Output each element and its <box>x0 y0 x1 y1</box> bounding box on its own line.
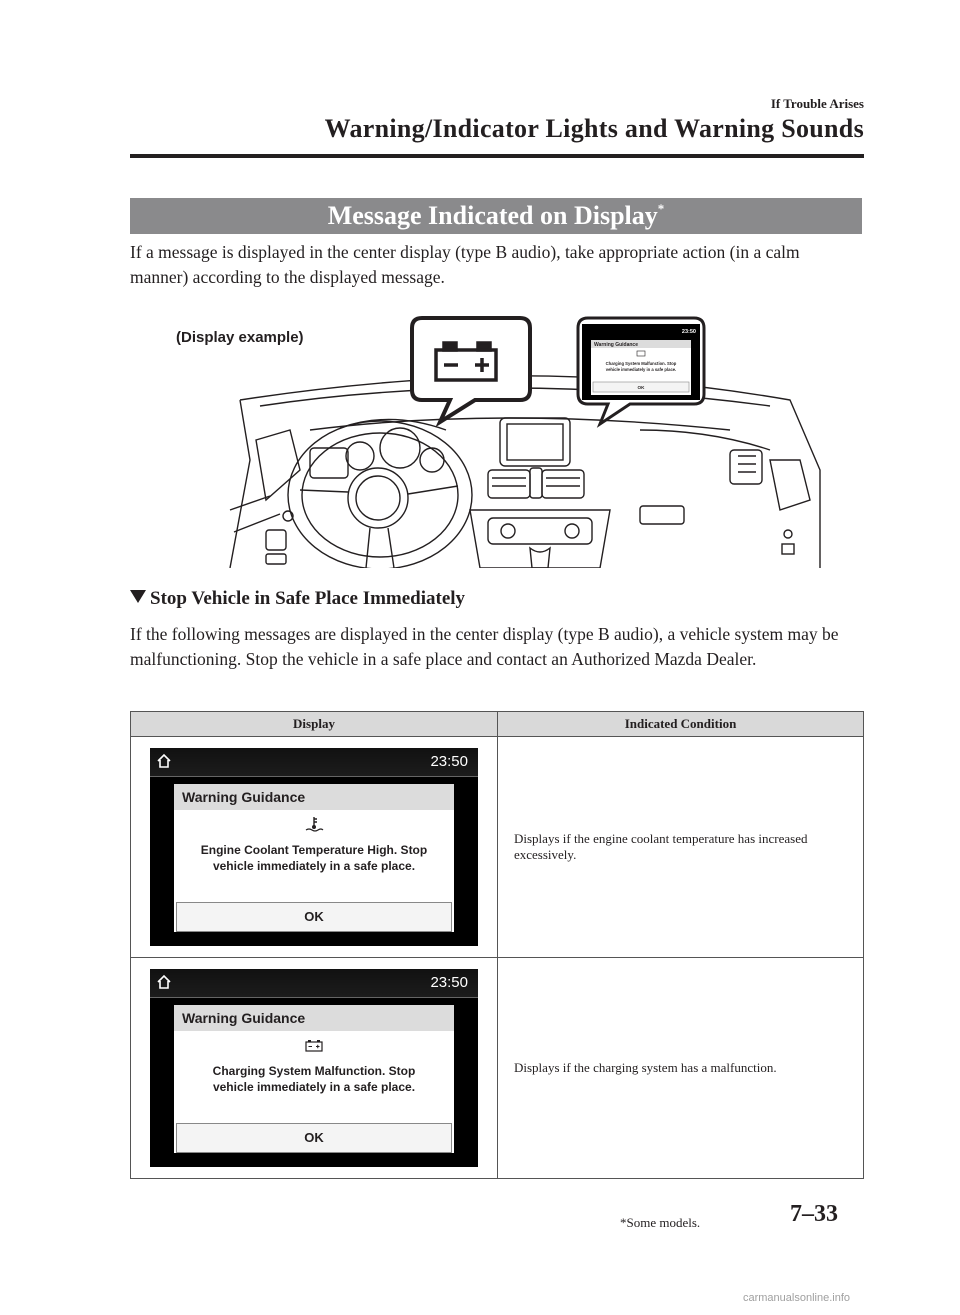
screen-callout <box>578 318 704 424</box>
some-models-marker: * <box>657 201 665 216</box>
subsection-paragraph: If the following messages are displayed in the center display (type B audio), a vehicle system may be malfunctioning. Stop the vehicle in a safe place and contact an Authorized Mazda Dealer. <box>130 624 839 669</box>
warning-dialog <box>174 1005 454 1153</box>
warning-dialog <box>174 784 454 932</box>
dialog-message-line1: Engine Coolant Temperature High. Stop <box>200 843 428 857</box>
section-label: If Trouble Arises <box>770 96 864 111</box>
mini-ok: OK <box>637 385 645 390</box>
condition-cell: Displays if the charging system has a malfunction. <box>498 958 864 1179</box>
coolant-temperature-icon <box>304 816 324 832</box>
home-icon <box>156 974 172 990</box>
condition-cell: Displays if the engine coolant temperature has increased excessively. <box>498 737 864 958</box>
dialog-message-line2: vehicle immediately in a safe place. <box>212 859 416 873</box>
display-cell <box>131 958 498 1179</box>
warning-screen-coolant <box>150 748 478 946</box>
ok-button[interactable]: OK <box>176 1123 452 1153</box>
battery-callout <box>412 318 530 422</box>
page-number: 7–33 <box>790 1201 838 1227</box>
subsection-heading-text: Stop Vehicle in Safe Place Immediately <box>150 588 466 609</box>
ok-button[interactable]: OK <box>176 902 452 932</box>
battery-icon <box>304 1037 324 1053</box>
screen-clock: 23:50 <box>430 974 468 991</box>
dialog-message <box>180 842 448 874</box>
section-banner <box>130 198 862 234</box>
mini-message-line1: Charging System Malfunction. Stop <box>605 361 677 366</box>
mini-clock: 23:50 <box>681 329 696 335</box>
home-icon <box>156 753 172 769</box>
column-header-display: Display <box>131 712 498 737</box>
screen-status-bar <box>150 748 478 777</box>
mini-message-line2: vehicle immediately in a safe place. <box>605 367 677 372</box>
display-cell <box>131 737 498 958</box>
warning-screen-charging <box>150 969 478 1167</box>
screen-status-bar <box>150 969 478 998</box>
intro-paragraph: If a message is displayed in the center display (type B audio), take appropriate action (in a calm manner) according to the displayed message. <box>130 242 800 287</box>
table-row <box>131 958 864 1179</box>
banner-title: Message Indicated on Display <box>327 201 658 230</box>
triangle-bullet-icon <box>130 590 146 603</box>
subsection-heading <box>130 588 465 610</box>
screen-clock: 23:50 <box>430 753 468 770</box>
header-rule <box>130 154 864 158</box>
message-table <box>130 711 864 1179</box>
dialog-message-line2: vehicle immediately in a safe place. <box>212 1080 416 1094</box>
dialog-message <box>180 1063 448 1095</box>
watermark: carmanualsonline.info <box>742 1292 850 1304</box>
mini-title: Warning Guidance <box>594 342 638 348</box>
dialog-title: Warning Guidance <box>174 784 454 810</box>
column-header-condition: Indicated Condition <box>498 712 864 737</box>
display-example-label: (Display example) <box>176 329 304 346</box>
dialog-title: Warning Guidance <box>174 1005 454 1031</box>
table-row <box>131 737 864 958</box>
dialog-message-line1: Charging System Malfunction. Stop <box>212 1064 416 1078</box>
page-section-title: Warning/Indicator Lights and Warning Sounds <box>324 114 864 143</box>
footnote: *Some models. <box>620 1215 701 1230</box>
dashboard-illustration <box>170 310 830 568</box>
